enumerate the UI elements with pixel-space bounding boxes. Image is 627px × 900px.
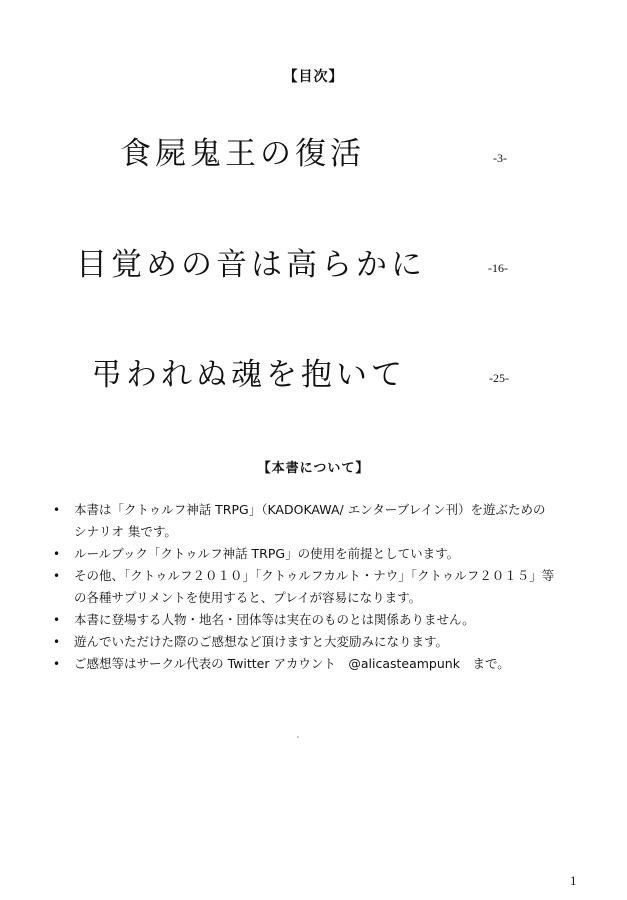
note-item (50, 543, 570, 565)
note-item (50, 565, 570, 587)
toc-entry-page: -25- (489, 371, 509, 385)
toc-entry (0, 134, 627, 194)
toc-entry (0, 245, 627, 305)
note-item (50, 499, 570, 521)
note-text: 本書に登場する人物・地名・団体等は実在のものとは関係ありません。 (74, 612, 475, 627)
note-text: の各種サプリメントを使用すると、プレイが容易になります。 (74, 590, 422, 605)
note-text: ご感想等はサークル代表の Twitter アカウント @alicasteampunk まで。 (74, 656, 510, 671)
scan-speck (297, 736, 299, 738)
note-item (50, 653, 570, 675)
bullet-icon: • (53, 569, 61, 583)
note-item-continuation (50, 521, 570, 543)
toc-entry (0, 355, 627, 415)
bullet-icon: • (53, 547, 61, 561)
about-heading: 【本書について】 (257, 461, 370, 476)
bullet-icon: • (53, 613, 61, 627)
note-item (50, 631, 570, 653)
bullet-icon: • (53, 657, 61, 671)
note-text: その他、「クトゥルフ２０１０」「クトゥルフカルト・ナウ」「クトゥルフ２０１５」等 (74, 568, 555, 583)
note-text: 遊んでいただけた際のご感想など頂けますと大変励みになります。 (74, 634, 449, 649)
note-text: ルールブック「クトゥルフ神話 TRPG」の使用を前提としています。 (74, 546, 460, 561)
toc-entry-title: 食屍鬼王の復活 (120, 136, 365, 172)
toc-heading: 【目次】 (283, 69, 344, 85)
bullet-icon: • (53, 635, 61, 649)
about-notes-list (50, 499, 570, 675)
page-number: 1 (570, 873, 577, 888)
note-text: シナリオ 集です。 (74, 524, 177, 539)
toc-entry-page: -3- (493, 151, 507, 165)
toc-entry-title: 目覚めの音は高らかに (76, 247, 426, 283)
note-item-continuation (50, 587, 570, 609)
bullet-icon: • (53, 503, 61, 517)
toc-entry-page: -16- (488, 261, 508, 275)
note-item (50, 609, 570, 631)
note-text: 本書は「クトゥルフ神話 TRPG」（KADOKAWA/ エンターブレイン刊）を遊ぶための (74, 502, 546, 517)
toc-entry-title: 弔われぬ魂を抱いて (91, 357, 406, 393)
